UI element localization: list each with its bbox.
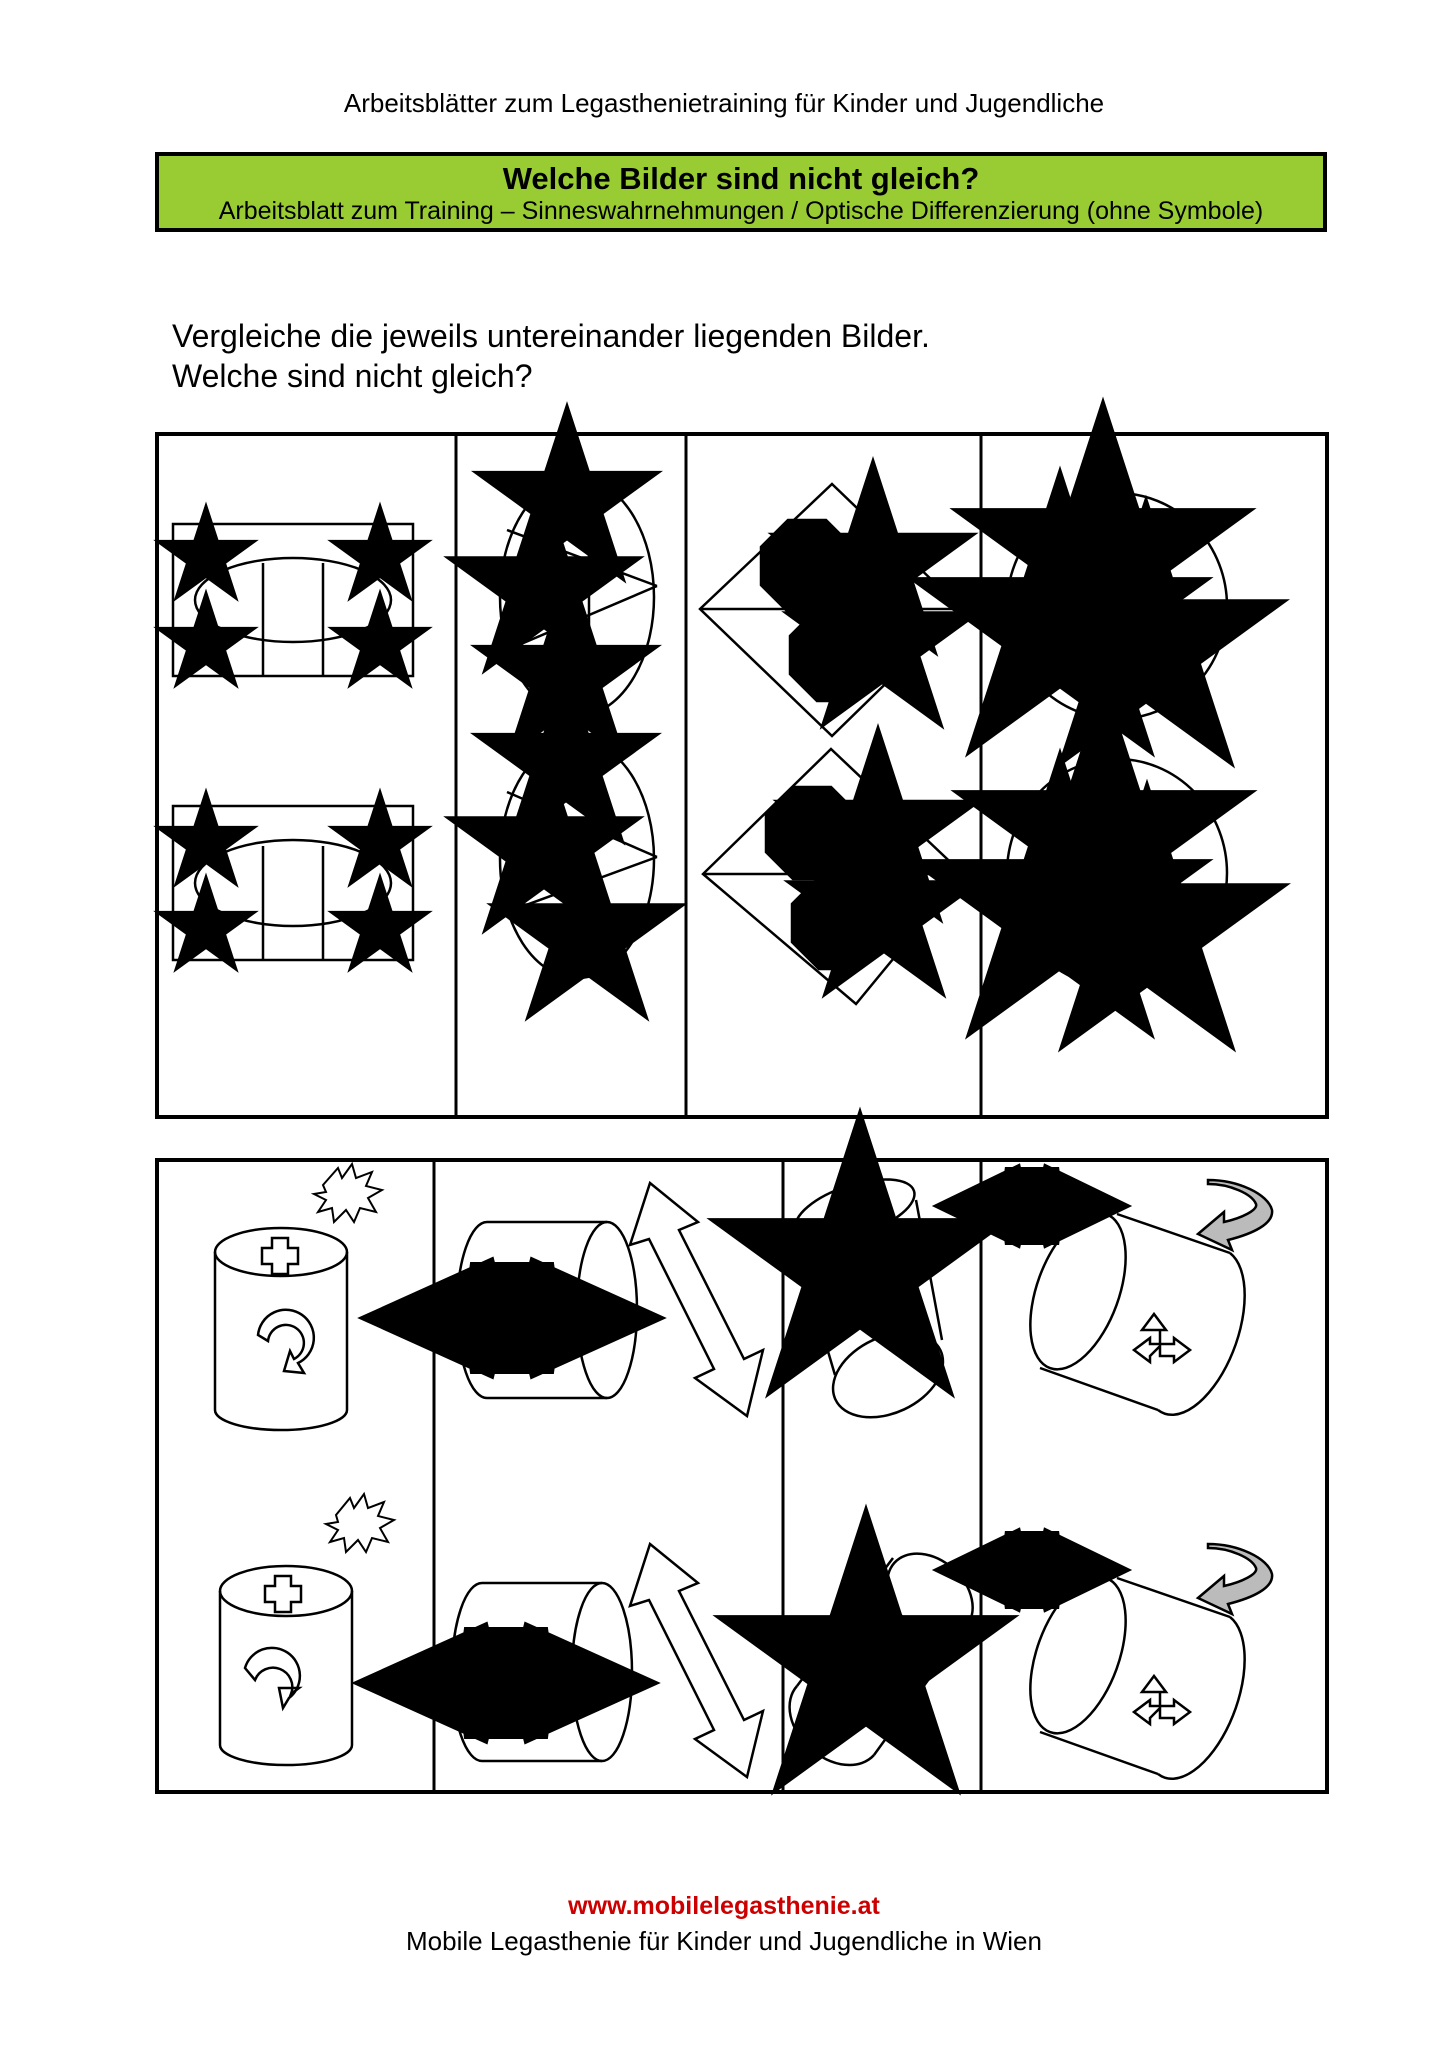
diamond-with-octagons-and-stars-icon	[703, 749, 963, 1004]
sideways-cylinder-with-sparkle-and-double-arrow-icon	[452, 1544, 763, 1777]
footer-url[interactable]: www.mobilelegasthenie.at	[568, 1892, 880, 1920]
oval-with-triangle-and-three-stars-icon	[500, 478, 657, 716]
page-header-line: Arbeitsblätter zum Legasthenietraining für Kinder und Jugendliche	[343, 88, 1105, 118]
sideways-cylinder-with-sparkle-and-double-arrow-icon	[457, 1183, 763, 1416]
worksheet-subtitle: Arbeitsblatt zum Training – Sinneswahrnehmungen / Optische Differenzierung (ohne Symbole)	[218, 197, 1264, 225]
circle-with-three-stars-icon	[1007, 759, 1227, 987]
upright-cylinder-with-cross-and-arrow-icon	[215, 1164, 382, 1430]
instruction-line-1: Vergleiche die jeweils untereinander liegenden Bilder.	[172, 318, 930, 354]
oval-with-triangle-and-three-stars-icon	[500, 740, 657, 978]
rectangle-with-ellipse-and-four-stars-icon	[173, 806, 413, 960]
tilted-cylinder-with-arrows-and-curved-arrow-icon	[1011, 1538, 1272, 1779]
upright-cylinder-with-cross-and-arrow-icon	[220, 1494, 394, 1765]
instruction-line-2: Welche sind nicht gleich?	[172, 358, 533, 394]
tilted-cylinder-with-arrows-and-curved-arrow-icon	[1011, 1174, 1272, 1415]
worksheet-title: Welche Bilder sind nicht gleich?	[502, 161, 980, 196]
diamond-with-octagons-and-stars-icon	[700, 484, 962, 736]
rectangle-with-ellipse-and-four-stars-icon	[173, 524, 413, 676]
circle-with-three-stars-icon	[1007, 493, 1227, 719]
footer-text: Mobile Legasthenie für Kinder und Jugendliche in Wien	[406, 1926, 1042, 1956]
tilted-cylinder-with-star-icon	[788, 1167, 956, 1434]
panel-2-frame	[157, 1160, 1327, 1792]
